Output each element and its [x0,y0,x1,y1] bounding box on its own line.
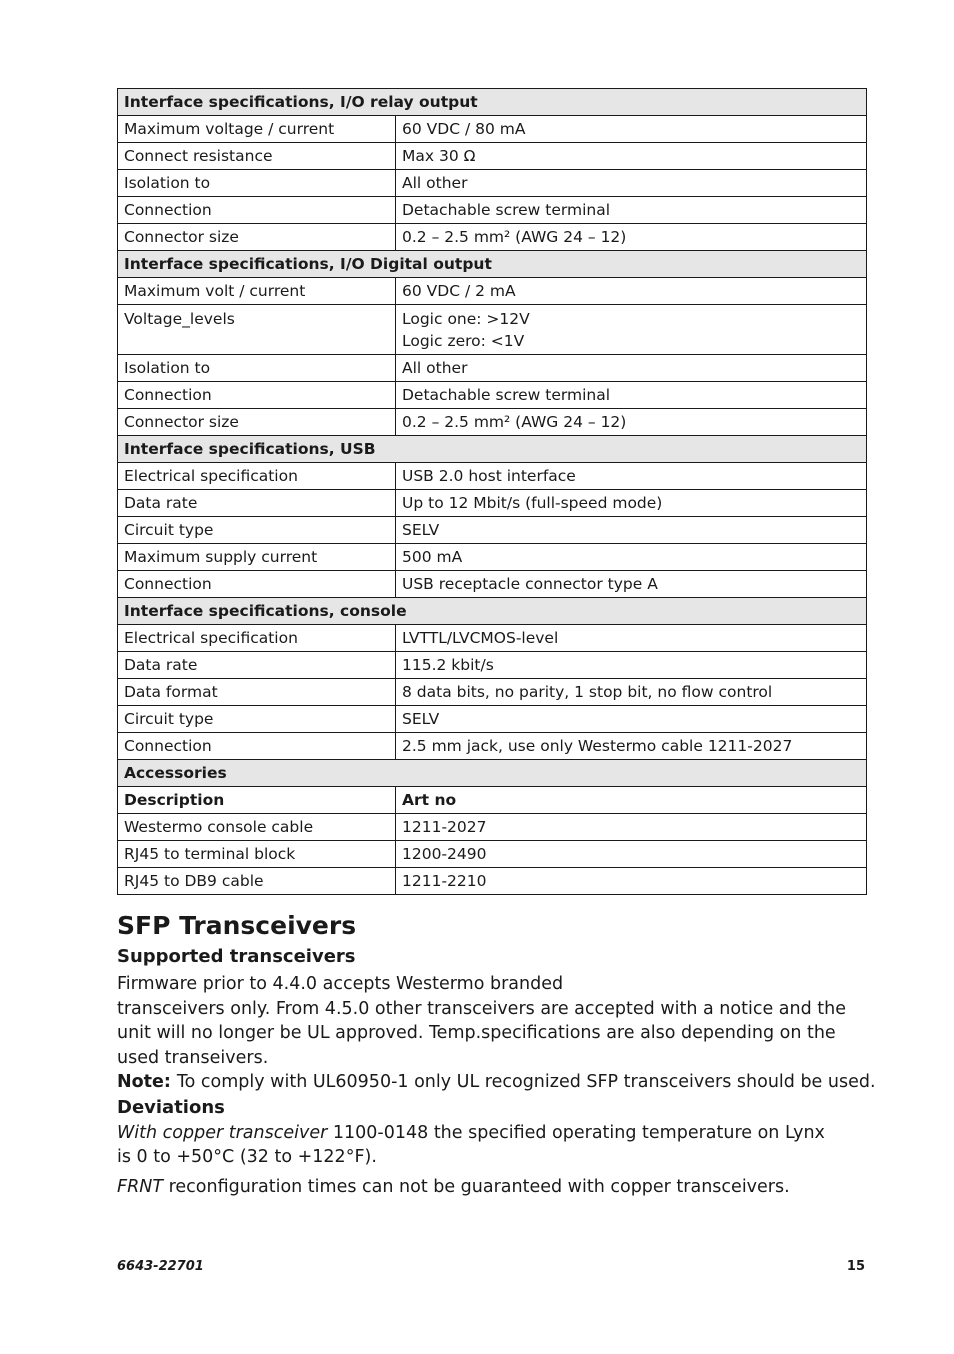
spec-value: Art no [396,787,867,814]
section-heading: Interface specifications, I/O Digital output [118,251,867,278]
spec-value: 0.2 – 2.5 mm² (AWG 24 – 12) [396,224,867,251]
spec-value: All other [396,355,867,382]
table-row [118,517,867,544]
section-heading: Interface specifications, console [118,598,867,625]
spec-value: SELV [396,706,867,733]
table-row [118,305,867,355]
spec-label: Data format [118,679,396,706]
spec-value-line: Logic zero: <1V [402,332,525,350]
spec-value: LVTTL/LVCMOS-level [396,625,867,652]
frnt-text [117,1175,877,1200]
table-row [118,382,867,409]
spec-value: 1211-2210 [396,868,867,895]
deviation-italic: With copper transceiver [117,1122,328,1143]
spec-value: USB receptacle connector type A [396,571,867,598]
spec-label: Connect resistance [118,143,396,170]
spec-value: 0.2 – 2.5 mm² (AWG 24 – 12) [396,409,867,436]
note-label: Note: [117,1072,171,1092]
spec-value: Detachable screw terminal [396,382,867,409]
supported-line: Firmware prior to 4.4.0 accepts Westermo branded [117,974,564,994]
spec-label: RJ45 to DB9 cable [118,868,396,895]
table-row [118,868,867,895]
spec-value: Max 30 Ω [396,143,867,170]
spec-value: Up to 12 Mbit/s (full-speed mode) [396,490,867,517]
sfp-section [117,908,877,1199]
spec-value: 8 data bits, no parity, 1 stop bit, no flow control [396,679,867,706]
table-row [118,733,867,760]
spec-value: 60 VDC / 80 mA [396,116,867,143]
spec-value: All other [396,170,867,197]
spec-label: Isolation to [118,170,396,197]
spec-label: Maximum voltage / current [118,116,396,143]
table-section-row [118,251,867,278]
table-row [118,841,867,868]
spec-value: 500 mA [396,544,867,571]
spec-label: Circuit type [118,517,396,544]
section-heading: Interface specifications, I/O relay output [118,89,867,116]
spec-label: Connection [118,197,396,224]
table-row [118,278,867,305]
spec-label: Electrical specification [118,625,396,652]
deviation-line [117,1121,877,1146]
document-number: 6643-22701 [117,1259,204,1274]
supported-transceivers-text [117,972,877,1070]
spec-label: RJ45 to terminal block [118,841,396,868]
spec-label: Description [118,787,396,814]
table-row [118,544,867,571]
spec-value: 60 VDC / 2 mA [396,278,867,305]
table-row [118,490,867,517]
table-row [118,170,867,197]
supported-transceivers-heading: Supported transceivers [117,946,356,967]
spec-value: 1200-2490 [396,841,867,868]
ul-note [117,1070,877,1095]
spec-value-line: Logic one: >12V [402,310,530,328]
spec-label: Electrical specification [118,463,396,490]
section-heading: Interface specifications, USB [118,436,867,463]
spec-label: Maximum supply current [118,544,396,571]
note-text: To comply with UL60950-1 only UL recognized SFP transceivers should be used. [176,1072,876,1092]
deviations-heading: Deviations [117,1096,225,1118]
spec-value: 2.5 mm jack, use only Westermo cable 1211-2027 [396,733,867,760]
spec-value: Detachable screw terminal [396,197,867,224]
spec-label: Isolation to [118,355,396,382]
section-heading: Accessories [118,760,867,787]
supported-line: used transeivers. [117,1047,269,1068]
spec-label: Connection [118,733,396,760]
deviation-rest: 1100-0148 the specified operating temperature on Lynx [327,1122,825,1143]
table-row [118,706,867,733]
table-row [118,625,867,652]
frnt-rest: reconfiguration times can not be guaranteed with copper transceivers. [163,1176,790,1197]
specifications-table-body [118,89,867,895]
spec-label: Maximum volt / current [118,278,396,305]
table-row [118,571,867,598]
spec-value: 115.2 kbit/s [396,652,867,679]
table-row [118,409,867,436]
table-row [118,463,867,490]
spec-label: Data rate [118,490,396,517]
table-section-row [118,89,867,116]
spec-label: Westermo console cable [118,814,396,841]
table-row [118,814,867,841]
spec-label: Circuit type [118,706,396,733]
table-header-row [118,787,867,814]
table-row [118,224,867,251]
spec-value: 1211-2027 [396,814,867,841]
specifications-table [117,88,867,895]
spec-label: Connector size [118,409,396,436]
table-row [118,355,867,382]
supported-line: transceivers only. From 4.5.0 other transceivers are accepted with a notice and the [117,998,846,1019]
table-row [118,116,867,143]
page-number: 15 [846,1259,865,1274]
table-row [118,143,867,170]
deviation-line: is 0 to +50°C (32 to +122°F). [117,1147,377,1167]
spec-label: Connector size [118,224,396,251]
table-row [118,652,867,679]
supported-line: unit will no longer be UL approved. Temp.specifications are also depending on the [117,1023,836,1043]
table-row [118,679,867,706]
frnt-italic: FRNT [117,1176,164,1197]
spec-value: SELV [396,517,867,544]
sfp-title: SFP Transceivers [117,911,357,940]
table-row [118,197,867,224]
spec-value: USB 2.0 host interface [396,463,867,490]
table-section-row [118,598,867,625]
spec-label: Connection [118,382,396,409]
spec-value [396,305,867,355]
spec-label: Connection [118,571,396,598]
spec-label: Data rate [118,652,396,679]
table-section-row [118,760,867,787]
table-section-row [118,436,867,463]
deviations-text [117,1121,877,1170]
spec-label: Voltage_levels [118,305,396,355]
